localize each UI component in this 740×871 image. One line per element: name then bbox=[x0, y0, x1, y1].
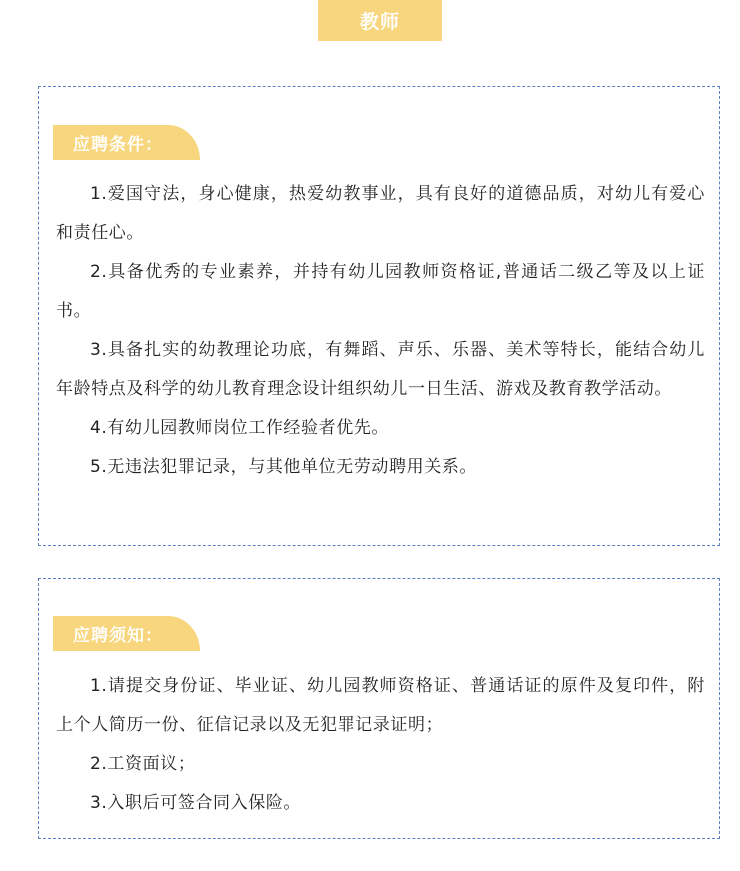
requirements-section bbox=[38, 86, 720, 546]
notice-item: 3.入职后可签合同入保险。 bbox=[90, 793, 302, 813]
requirement-item: 5.无违法犯罪记录，与其他单位无劳动聘用关系。 bbox=[90, 457, 478, 477]
notice-section bbox=[38, 578, 720, 839]
requirements-label-tab bbox=[53, 125, 200, 160]
page-title-banner bbox=[318, 0, 442, 41]
requirements-label: 应聘条件： bbox=[73, 135, 163, 155]
notice-item: 2.工资面议； bbox=[90, 754, 196, 774]
requirement-item: 1.爱国守法，身心健康，热爱幼教事业，具有良好的道德品质，对幼儿有爱心和责任心。 bbox=[56, 184, 705, 243]
notice-item: 1.请提交身份证、毕业证、幼儿园教师资格证、普通话证的原件及复印件，附上个人简历一份、征信记录以及无犯罪记录证明； bbox=[56, 676, 705, 735]
notice-content bbox=[56, 667, 705, 823]
page-title: 教师 bbox=[359, 11, 400, 33]
requirement-item: 2.具备优秀的专业素养，并持有幼儿园教师资格证,普通话二级乙等及以上证书。 bbox=[56, 262, 705, 321]
requirement-item: 3.具备扎实的幼教理论功底，有舞蹈、声乐、乐器、美术等特长，能结合幼儿年龄特点及科学的幼儿教育理念设计组织幼儿一日生活、游戏及教育教学活动。 bbox=[56, 340, 705, 399]
requirements-content bbox=[56, 175, 705, 487]
notice-label: 应聘须知： bbox=[73, 626, 163, 646]
requirement-item: 4.有幼儿园教师岗位工作经验者优先。 bbox=[90, 418, 390, 438]
notice-label-tab bbox=[53, 616, 200, 651]
